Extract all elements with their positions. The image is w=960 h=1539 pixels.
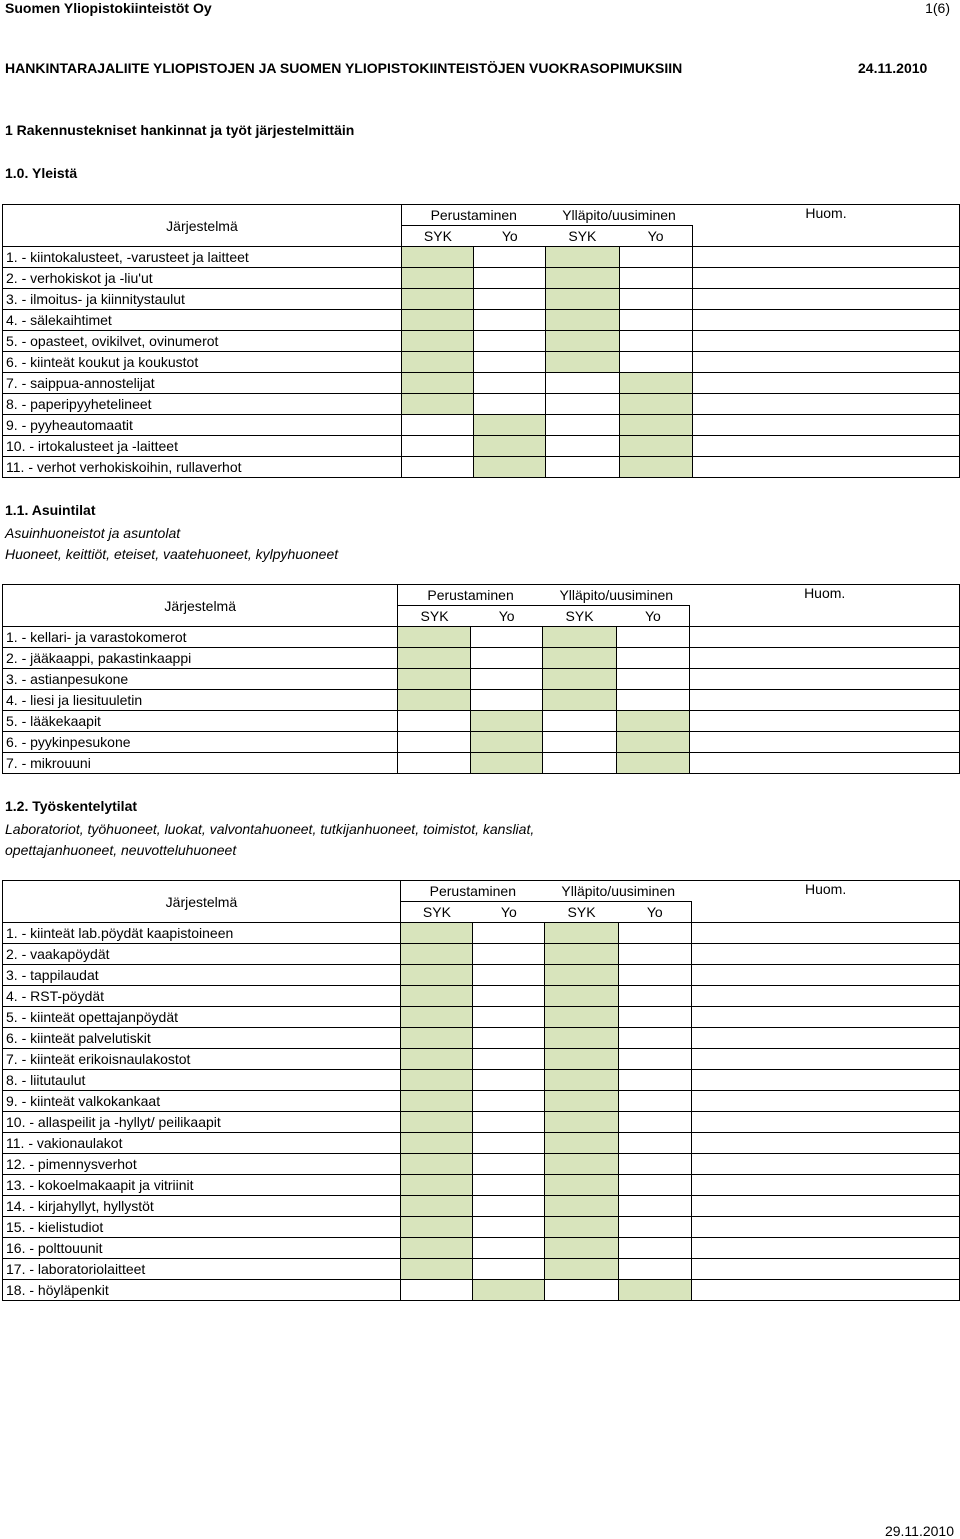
system-label: 7. - mikrouuni xyxy=(3,753,398,774)
empty-cell xyxy=(474,247,546,268)
system-label: 8. - liitutaulut xyxy=(3,1070,401,1091)
table-row xyxy=(3,923,960,944)
responsibility-fill xyxy=(401,373,473,394)
empty-cell xyxy=(473,1112,545,1133)
system-label: 3. - astianpesukone xyxy=(3,669,398,690)
responsibility-fill xyxy=(619,457,692,478)
responsibility-fill xyxy=(398,648,471,669)
empty-cell xyxy=(474,394,546,415)
responsibility-fill xyxy=(545,1112,619,1133)
responsibility-fill xyxy=(545,1217,619,1238)
responsibility-fill xyxy=(474,415,546,436)
table-row xyxy=(3,711,960,732)
table-row xyxy=(3,394,960,415)
empty-cell xyxy=(618,986,691,1007)
table-row xyxy=(3,1196,960,1217)
responsibility-fill xyxy=(543,648,617,669)
empty-cell xyxy=(473,1007,545,1028)
empty-cell xyxy=(398,732,471,753)
page-number: 1(6) xyxy=(925,0,950,16)
empty-cell xyxy=(618,1049,691,1070)
note-cell xyxy=(692,1238,960,1259)
systems-table xyxy=(2,204,960,478)
empty-cell xyxy=(618,1238,691,1259)
empty-cell xyxy=(619,289,692,310)
system-label: 4. - RST-pöydät xyxy=(3,986,401,1007)
note-cell xyxy=(692,352,959,373)
table-row xyxy=(3,457,960,478)
responsibility-fill xyxy=(401,310,473,331)
table-row xyxy=(3,965,960,986)
empty-cell xyxy=(618,1070,691,1091)
system-label: 8. - paperipyyhetelineet xyxy=(3,394,402,415)
column-header-syk: SYK xyxy=(398,606,471,627)
responsibility-fill xyxy=(619,415,692,436)
responsibility-fill xyxy=(401,394,473,415)
table-row xyxy=(3,1133,960,1154)
system-label: 4. - liesi ja liesituuletin xyxy=(3,690,398,711)
empty-cell xyxy=(473,1259,545,1280)
note-cell xyxy=(690,690,960,711)
system-label: 3. - tappilaudat xyxy=(3,965,401,986)
system-label: 10. - allaspeilit ja -hyllyt/ peilikaapit xyxy=(3,1112,401,1133)
table-row xyxy=(3,1007,960,1028)
empty-cell xyxy=(619,247,692,268)
note-cell xyxy=(692,1196,960,1217)
empty-cell xyxy=(398,753,471,774)
responsibility-fill xyxy=(398,669,471,690)
system-label: 13. - kokoelmakaapit ja vitriinit xyxy=(3,1175,401,1196)
responsibility-fill xyxy=(473,1280,545,1301)
responsibility-fill xyxy=(545,1133,619,1154)
responsibility-fill xyxy=(616,711,689,732)
system-label: 12. - pimennysverhot xyxy=(3,1154,401,1175)
system-label: 5. - kiinteät opettajanpöydät xyxy=(3,1007,401,1028)
responsibility-fill xyxy=(619,436,692,457)
empty-cell xyxy=(618,965,691,986)
table-row xyxy=(3,268,960,289)
responsibility-fill xyxy=(545,1091,619,1112)
responsibility-fill xyxy=(619,394,692,415)
responsibility-fill xyxy=(616,732,689,753)
note-cell xyxy=(692,373,959,394)
note-cell xyxy=(690,753,960,774)
section-subtitle: Asuinhuoneistot ja asuntolat xyxy=(5,525,181,541)
responsibility-fill xyxy=(401,331,473,352)
empty-cell xyxy=(616,690,689,711)
responsibility-fill xyxy=(543,669,617,690)
responsibility-fill xyxy=(546,310,620,331)
table-row xyxy=(3,753,960,774)
responsibility-fill xyxy=(546,247,620,268)
system-label: 16. - polttouunit xyxy=(3,1238,401,1259)
empty-cell xyxy=(543,711,617,732)
column-header-yllapito: Ylläpito/uusiminen xyxy=(545,881,692,902)
empty-cell xyxy=(473,1217,545,1238)
empty-cell xyxy=(398,711,471,732)
table-row xyxy=(3,331,960,352)
responsibility-fill xyxy=(400,1238,473,1259)
responsibility-fill xyxy=(545,965,619,986)
empty-cell xyxy=(618,1217,691,1238)
empty-cell xyxy=(474,352,546,373)
note-cell xyxy=(692,1070,960,1091)
responsibility-fill xyxy=(400,965,473,986)
empty-cell xyxy=(618,1028,691,1049)
empty-cell xyxy=(473,1154,545,1175)
responsibility-fill xyxy=(401,352,473,373)
responsibility-fill xyxy=(545,1007,619,1028)
empty-cell xyxy=(618,944,691,965)
empty-cell xyxy=(474,268,546,289)
column-header-perustaminen: Perustaminen xyxy=(400,881,544,902)
empty-cell xyxy=(401,415,473,436)
note-cell xyxy=(692,1112,960,1133)
responsibility-fill xyxy=(545,944,619,965)
table-row xyxy=(3,289,960,310)
empty-cell xyxy=(471,627,543,648)
column-header-system: Järjestelmä xyxy=(3,585,398,627)
empty-cell xyxy=(619,331,692,352)
note-cell xyxy=(692,1007,960,1028)
empty-cell xyxy=(616,669,689,690)
system-label: 11. - verhot verhokiskoihin, rullaverhot xyxy=(3,457,402,478)
empty-cell xyxy=(473,965,545,986)
responsibility-fill xyxy=(400,1007,473,1028)
section-subtitle: Huoneet, keittiöt, eteiset, vaatehuoneet, kylpyhuoneet xyxy=(5,546,339,562)
table-row xyxy=(3,648,960,669)
empty-cell xyxy=(474,310,546,331)
table-row xyxy=(3,1091,960,1112)
note-cell xyxy=(692,268,959,289)
responsibility-fill xyxy=(401,289,473,310)
table-row xyxy=(3,352,960,373)
column-header-syk: SYK xyxy=(567,904,596,920)
responsibility-fill xyxy=(471,753,543,774)
empty-cell xyxy=(618,1196,691,1217)
table-row xyxy=(3,415,960,436)
empty-cell xyxy=(473,986,545,1007)
responsibility-fill xyxy=(400,1259,473,1280)
empty-cell xyxy=(473,1196,545,1217)
responsibility-fill xyxy=(471,711,543,732)
table-row xyxy=(3,1154,960,1175)
note-cell xyxy=(692,457,959,478)
responsibility-fill xyxy=(543,690,617,711)
table-row xyxy=(3,436,960,457)
table-row xyxy=(3,732,960,753)
empty-cell xyxy=(618,1112,691,1133)
table-row xyxy=(3,944,960,965)
column-header-yo: Yo xyxy=(498,608,515,624)
systems-table xyxy=(2,880,960,1301)
note-cell xyxy=(690,627,960,648)
responsibility-fill xyxy=(400,1196,473,1217)
column-header-huom: Huom. xyxy=(692,881,960,923)
column-header-yllapito: Ylläpito/uusiminen xyxy=(543,585,690,606)
responsibility-fill xyxy=(474,457,546,478)
responsibility-fill xyxy=(474,436,546,457)
table-row xyxy=(3,1112,960,1133)
empty-cell xyxy=(473,1238,545,1259)
empty-cell xyxy=(619,268,692,289)
column-header-yo: Yo xyxy=(500,904,517,920)
table-row xyxy=(3,373,960,394)
note-cell xyxy=(692,331,959,352)
section-title-1-2: 1.2. Työskentelytilat xyxy=(5,798,138,814)
system-label: 5. - opasteet, ovikilvet, ovinumerot xyxy=(3,331,402,352)
empty-cell xyxy=(619,310,692,331)
responsibility-fill xyxy=(546,289,620,310)
section-subtitle: Laboratoriot, työhuoneet, luokat, valvontahuoneet, tutkijanhuoneet, toimistot, kansliat, opettajanhuoneet, neuvotteluhuoneet xyxy=(5,821,535,858)
table-row xyxy=(3,1049,960,1070)
column-header-syk: SYK xyxy=(565,608,594,624)
responsibility-fill xyxy=(618,1280,691,1301)
column-header-syk: SYK xyxy=(401,226,473,247)
responsibility-fill xyxy=(546,268,620,289)
note-cell xyxy=(692,247,959,268)
responsibility-fill xyxy=(398,690,471,711)
system-label: 10. - irtokalusteet ja -laitteet xyxy=(3,436,402,457)
system-label: 5. - lääkekaapit xyxy=(3,711,398,732)
system-label: 9. - kiinteät valkokankaat xyxy=(3,1091,401,1112)
responsibility-fill xyxy=(546,331,620,352)
note-cell xyxy=(692,1028,960,1049)
column-header-huom: Huom. xyxy=(690,585,960,627)
empty-cell xyxy=(543,753,617,774)
section-title-1-1: 1.1. Asuintilat xyxy=(5,502,96,518)
table-row xyxy=(3,310,960,331)
systems-table xyxy=(2,584,960,774)
responsibility-fill xyxy=(616,753,689,774)
note-cell xyxy=(692,986,960,1007)
system-label: 2. - vaakapöydät xyxy=(3,944,401,965)
responsibility-fill xyxy=(400,1070,473,1091)
column-header-system: Järjestelmä xyxy=(3,881,401,923)
document-date: 24.11.2010 xyxy=(858,60,928,76)
note-cell xyxy=(692,436,959,457)
empty-cell xyxy=(546,373,620,394)
responsibility-fill xyxy=(545,1196,619,1217)
column-header-yo: Yo xyxy=(618,902,691,923)
table-row xyxy=(3,247,960,268)
system-label: 11. - vakionaulakot xyxy=(3,1133,401,1154)
note-cell xyxy=(692,1259,960,1280)
responsibility-fill xyxy=(543,627,617,648)
note-cell xyxy=(692,923,960,944)
responsibility-fill xyxy=(545,1049,619,1070)
table-row xyxy=(3,1028,960,1049)
table-row xyxy=(3,669,960,690)
column-header-yllapito: Ylläpito/uusiminen xyxy=(546,205,693,226)
note-cell xyxy=(692,1154,960,1175)
note-cell xyxy=(692,1217,960,1238)
note-cell xyxy=(692,1049,960,1070)
system-label: 9. - pyyheautomaatit xyxy=(3,415,402,436)
table-row xyxy=(3,986,960,1007)
note-cell xyxy=(692,1091,960,1112)
system-label: 1. - kiintokalusteet, -varusteet ja laitteet xyxy=(3,247,402,268)
responsibility-fill xyxy=(545,923,619,944)
column-header-syk: SYK xyxy=(400,902,473,923)
empty-cell xyxy=(619,352,692,373)
note-cell xyxy=(692,965,960,986)
empty-cell xyxy=(471,690,543,711)
responsibility-fill xyxy=(400,986,473,1007)
system-label: 1. - kellari- ja varastokomerot xyxy=(3,627,398,648)
responsibility-fill xyxy=(400,1175,473,1196)
company-name: Suomen Yliopistokiinteistöt Oy xyxy=(5,0,212,16)
note-cell xyxy=(692,1133,960,1154)
empty-cell xyxy=(543,732,617,753)
empty-cell xyxy=(401,436,473,457)
system-label: 1. - kiinteät lab.pöydät kaapistoineen xyxy=(3,923,401,944)
responsibility-fill xyxy=(401,247,473,268)
column-header-system: Järjestelmä xyxy=(3,205,402,247)
empty-cell xyxy=(618,1154,691,1175)
responsibility-fill xyxy=(400,1154,473,1175)
note-cell xyxy=(690,732,960,753)
responsibility-fill xyxy=(546,352,620,373)
empty-cell xyxy=(473,1133,545,1154)
empty-cell xyxy=(618,923,691,944)
empty-cell xyxy=(618,1133,691,1154)
responsibility-fill xyxy=(545,1259,619,1280)
table-row xyxy=(3,627,960,648)
responsibility-fill xyxy=(545,1028,619,1049)
note-cell xyxy=(690,711,960,732)
section-heading-1: 1 Rakennustekniset hankinnat ja työt järjestelmittäin xyxy=(5,122,355,138)
column-header-perustaminen: Perustaminen xyxy=(398,585,543,606)
table-row xyxy=(3,1175,960,1196)
responsibility-fill xyxy=(619,373,692,394)
empty-cell xyxy=(618,1007,691,1028)
empty-cell xyxy=(473,1175,545,1196)
empty-cell xyxy=(400,1280,473,1301)
responsibility-fill xyxy=(545,1238,619,1259)
empty-cell xyxy=(473,923,545,944)
column-header-yo: Yo xyxy=(619,226,692,247)
responsibility-fill xyxy=(545,1070,619,1091)
table-row xyxy=(3,1238,960,1259)
table-row xyxy=(3,690,960,711)
responsibility-fill xyxy=(545,1175,619,1196)
column-header-perustaminen: Perustaminen xyxy=(401,205,545,226)
system-label: 14. - kirjahyllyt, hyllystöt xyxy=(3,1196,401,1217)
responsibility-fill xyxy=(400,1217,473,1238)
empty-cell xyxy=(545,1280,619,1301)
note-cell xyxy=(692,310,959,331)
note-cell xyxy=(692,289,959,310)
responsibility-fill xyxy=(471,732,543,753)
system-label: 2. - jääkaappi, pakastinkaappi xyxy=(3,648,398,669)
responsibility-fill xyxy=(545,986,619,1007)
table-row xyxy=(3,1259,960,1280)
column-header-yo: Yo xyxy=(501,228,518,244)
note-cell xyxy=(692,394,959,415)
note-cell xyxy=(692,1175,960,1196)
system-label: 6. - kiinteät koukut ja koukustot xyxy=(3,352,402,373)
note-cell xyxy=(692,944,960,965)
responsibility-fill xyxy=(545,1154,619,1175)
system-label: 18. - höyläpenkit xyxy=(3,1280,401,1301)
table-row xyxy=(3,1070,960,1091)
system-label: 2. - verhokiskot ja -liu'ut xyxy=(3,268,402,289)
empty-cell xyxy=(471,669,543,690)
responsibility-fill xyxy=(400,1091,473,1112)
empty-cell xyxy=(546,394,620,415)
note-cell xyxy=(692,1280,960,1301)
responsibility-fill xyxy=(400,1133,473,1154)
system-label: 3. - ilmoitus- ja kiinnitystaulut xyxy=(3,289,402,310)
empty-cell xyxy=(473,1049,545,1070)
responsibility-fill xyxy=(400,923,473,944)
responsibility-fill xyxy=(398,627,471,648)
table-row xyxy=(3,1280,960,1301)
empty-cell xyxy=(546,457,620,478)
empty-cell xyxy=(473,1091,545,1112)
empty-cell xyxy=(473,1070,545,1091)
note-cell xyxy=(690,648,960,669)
table-row xyxy=(3,1217,960,1238)
empty-cell xyxy=(546,415,620,436)
empty-cell xyxy=(473,944,545,965)
empty-cell xyxy=(473,1028,545,1049)
empty-cell xyxy=(616,627,689,648)
system-label: 17. - laboratoriolaitteet xyxy=(3,1259,401,1280)
document-title: HANKINTARAJALIITE YLIOPISTOJEN JA SUOMEN YLIOPISTOKIINTEISTÖJEN VUOKRASOPIMUKSIIN xyxy=(5,60,683,76)
responsibility-fill xyxy=(400,1112,473,1133)
system-label: 6. - pyykinpesukone xyxy=(3,732,398,753)
empty-cell xyxy=(616,648,689,669)
system-label: 4. - sälekaihtimet xyxy=(3,310,402,331)
empty-cell xyxy=(474,289,546,310)
responsibility-fill xyxy=(400,1049,473,1070)
system-label: 7. - saippua-annostelijat xyxy=(3,373,402,394)
empty-cell xyxy=(618,1175,691,1196)
empty-cell xyxy=(471,648,543,669)
system-label: 15. - kielistudiot xyxy=(3,1217,401,1238)
system-label: 7. - kiinteät erikoisnaulakostot xyxy=(3,1049,401,1070)
responsibility-fill xyxy=(400,1028,473,1049)
responsibility-fill xyxy=(400,944,473,965)
column-header-yo: Yo xyxy=(616,606,689,627)
system-label: 6. - kiinteät palvelutiskit xyxy=(3,1028,401,1049)
empty-cell xyxy=(618,1091,691,1112)
column-header-syk: SYK xyxy=(568,228,597,244)
section-heading-1-0: 1.0. Yleistä xyxy=(5,165,78,181)
empty-cell xyxy=(474,373,546,394)
footer-date: 29.11.2010 xyxy=(884,1523,954,1539)
column-header-huom: Huom. xyxy=(692,205,959,247)
empty-cell xyxy=(401,457,473,478)
empty-cell xyxy=(546,436,620,457)
note-cell xyxy=(690,669,960,690)
empty-cell xyxy=(474,331,546,352)
responsibility-fill xyxy=(401,268,473,289)
note-cell xyxy=(692,415,959,436)
empty-cell xyxy=(618,1259,691,1280)
